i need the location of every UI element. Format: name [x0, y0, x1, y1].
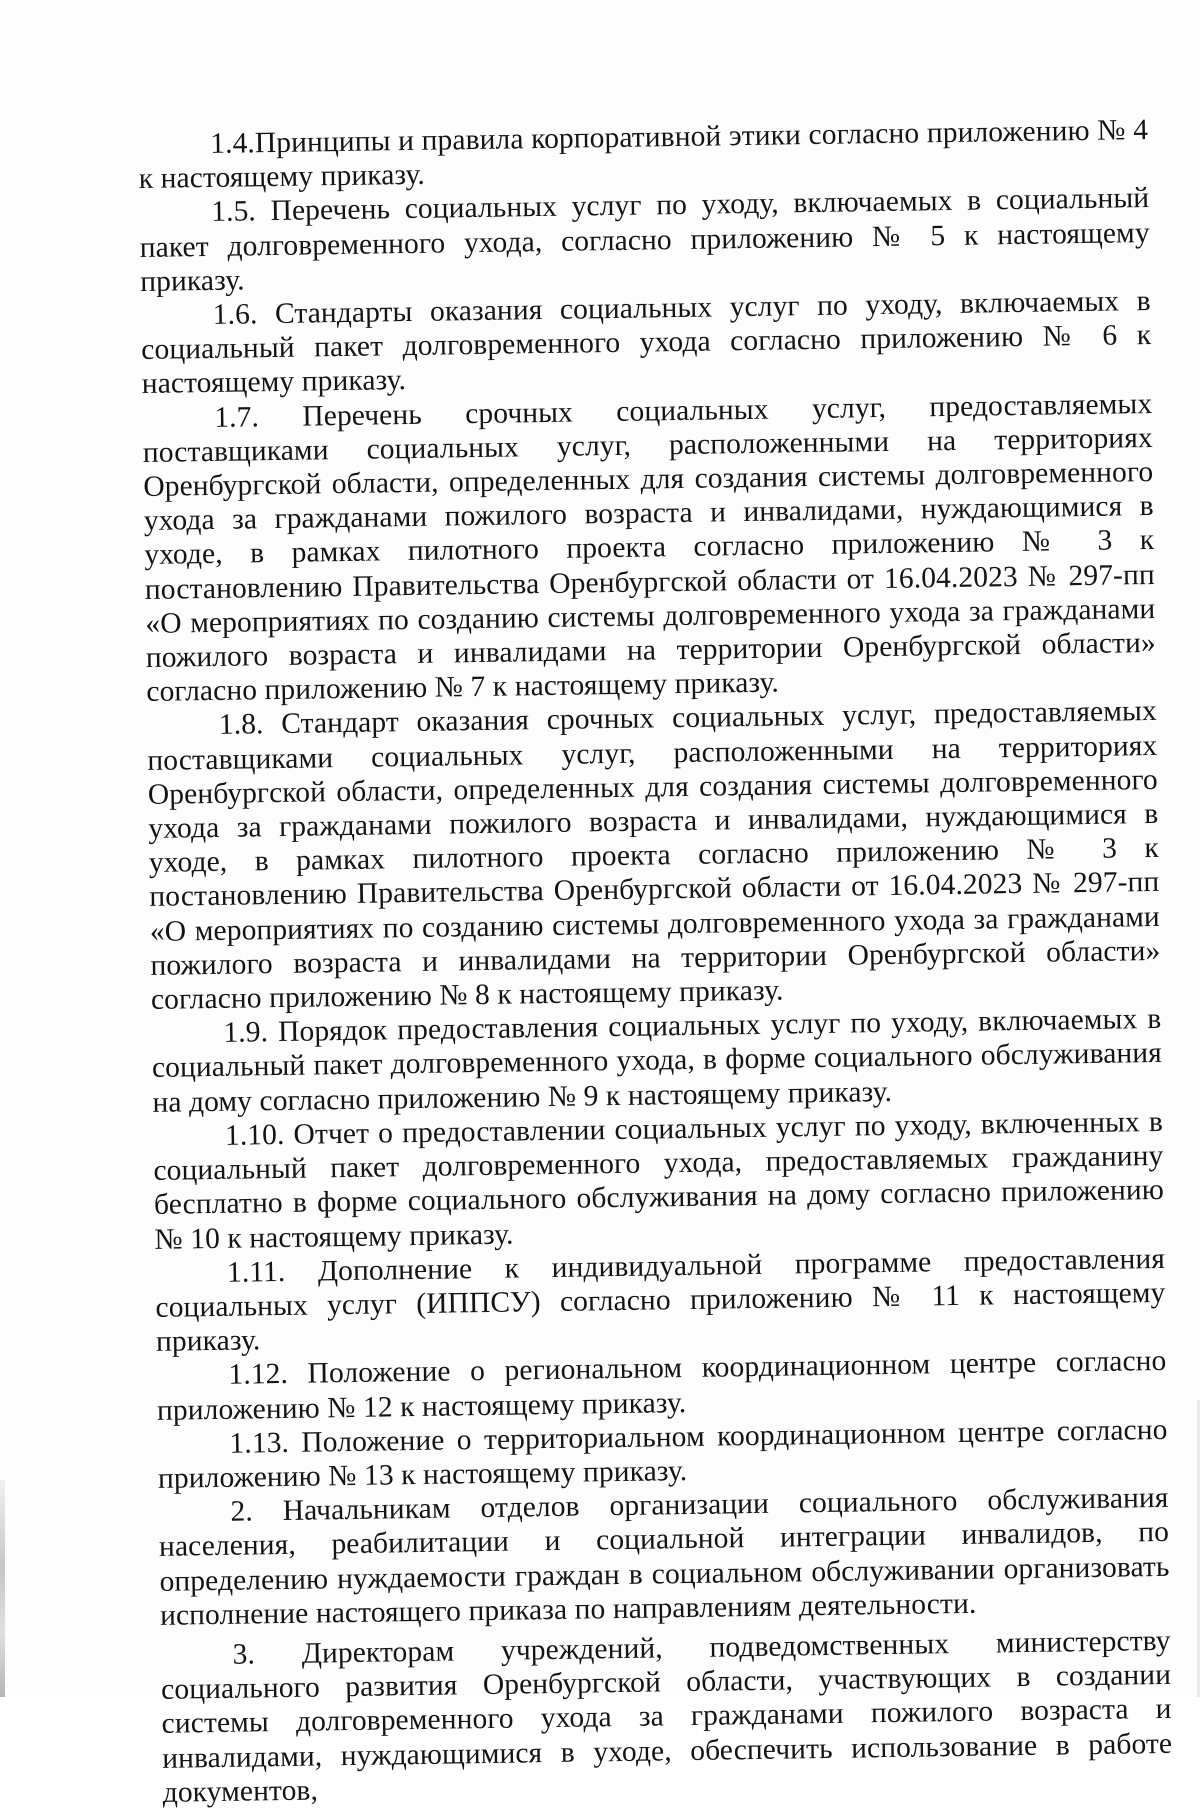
paragraph-1-11: 1.11. Дополнение к индивидуальной программе предоставления социальных услуг (ИППСУ) согласно приложению № 11 к настоящему приказу.	[155, 1242, 1166, 1358]
paragraph-1-9: 1.9. Порядок предоставления социальных услуг по уходу, включаемых в социальный пакет долговременного ухода, в форме социального обслуживания на дому согласно приложению № 9 к настоящему приказу.	[151, 1003, 1163, 1119]
paragraph-1-10: 1.10. Отчет о предоставлении социальных услуг по уходу, включенных в социальный пакет долговременного ухода, предоставляемых гражданину бесплатно в форме социального обслуживания на дому согласно приложению № 10 к настоящему приказу.	[153, 1105, 1165, 1256]
paragraph-1-5: 1.5. Перечень социальных услуг по уходу, включаемых в социальный пакет долговременного ухода, согласно приложению № 5 к настоящему приказу.	[139, 182, 1150, 298]
scan-edge-shadow	[0, 1480, 5, 1697]
paragraph-1-12: 1.12. Положение о региональном координационном центре согласно приложению № 12 к настоящему приказу.	[156, 1345, 1167, 1427]
paragraph-1-4: 1.4.Принципы и правила корпоративной этики согласно приложению № 4 к настоящему приказу.	[138, 114, 1149, 196]
document-body	[138, 113, 1173, 1810]
paragraph-3: 3. Директорам учреждений, подведомственных министерству социального развития Оренбургской области, участвующих в создании системы долговременного ухода за гражданами пожилого возраста и инвалидами, нуждающимися в уходе, обеспечить использование в работе документов,	[160, 1624, 1173, 1809]
paragraph-1-6: 1.6. Стандарты оказания социальных услуг по уходу, включаемых в социальный пакет долговременного ухода согласно приложению № 6 к настоящему приказу.	[141, 285, 1152, 401]
paragraph-1-7: 1.7. Перечень срочных социальных услуг, предоставляемых поставщиками социальных услуг, расположенными на территориях Оренбургской области, определенных для создания системы долговременного ухода за гражданами пожилого возраста и инвалидами, нуждающимися в уходе, в рамках пилотного проекта согласно приложению № 3 к постановлению Правительства Оренбургской области от 16.04.2023 № 297-пп «О мероприятиях по созданию системы долговременного ухода за гражданами пожилого возраста и инвалидами на территории Оренбургской области» согласно приложению № 7 к настоящему приказу.	[142, 387, 1156, 709]
paragraph-2: 2. Начальникам отделов организации социального обслуживания населения, реабилитации и социальной интеграции инвалидов, по определению нуждаемости граждан в социальном обслуживании организовать исполнение настоящего приказа по направлениям деятельности.	[158, 1481, 1170, 1632]
paragraph-1-8: 1.8. Стандарт оказания срочных социальных услуг, предоставляемых поставщиками социальных услуг, расположенными на территориях Оренбургской области, определенных для создания системы долговременного ухода за гражданами пожилого возраста и инвалидами, нуждающимися в уходе, в рамках пилотного проекта согласно приложению № 3 к постановлению Правительства Оренбургской области от 16.04.2023 № 297-пп «О мероприятиях по созданию системы долговременного ухода за гражданами пожилого возраста и инвалидами на территории Оренбургской области» согласно приложению № 8 к настоящему приказу.	[147, 695, 1161, 1016]
paragraph-1-13: 1.13. Положение о территориальном координационном центре согласно приложению № 13 к настоящему приказу.	[157, 1413, 1168, 1495]
